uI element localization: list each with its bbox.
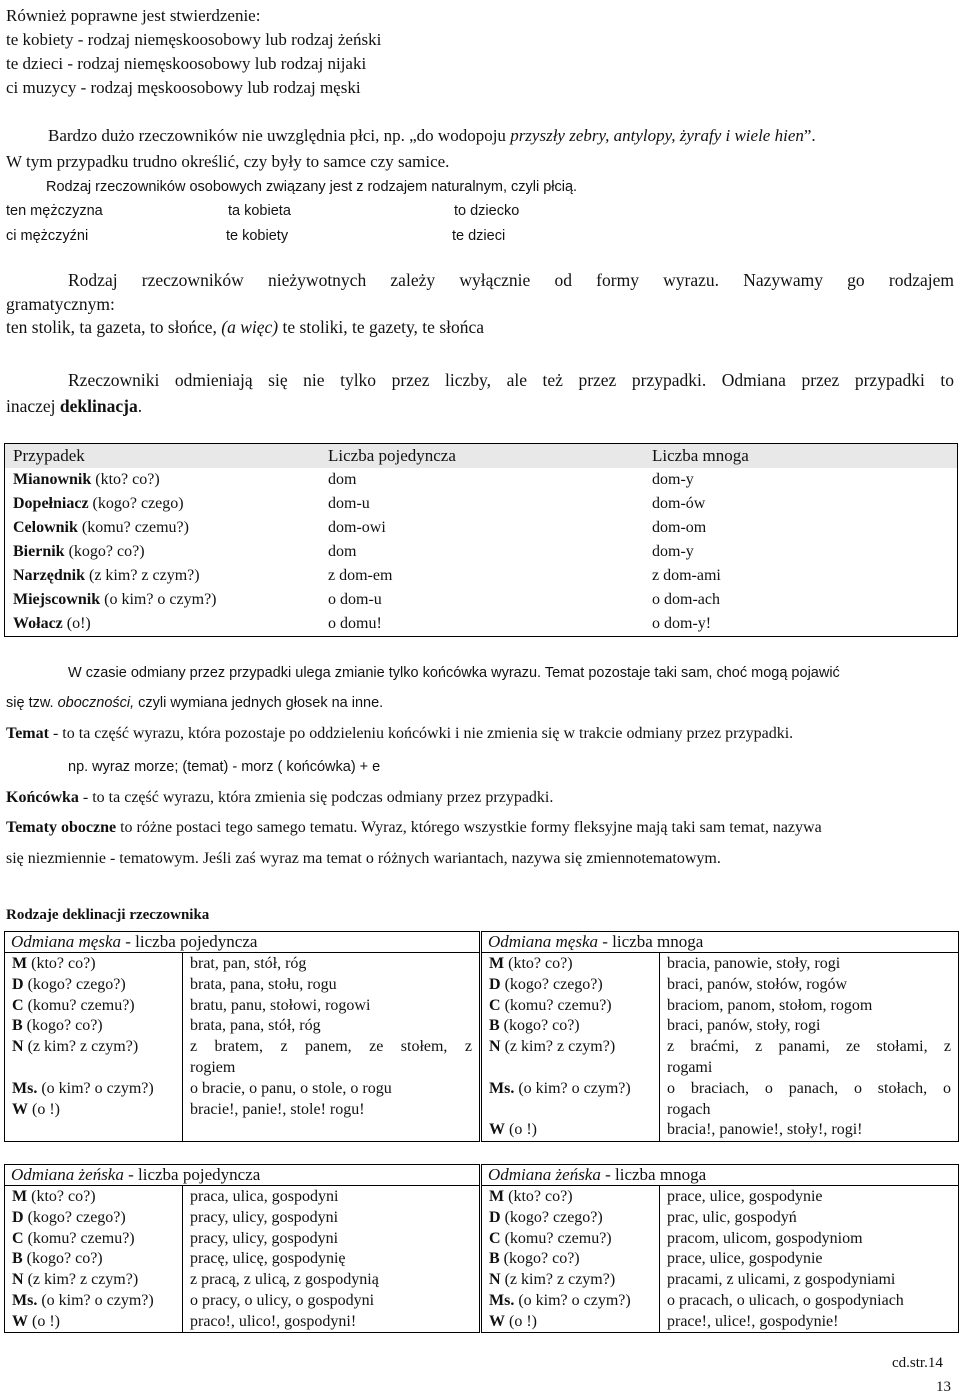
case-name-cell <box>5 516 321 540</box>
case-name-cell <box>5 612 321 637</box>
term-koncowka: Końcówka <box>6 789 79 806</box>
decl-case <box>489 1312 652 1332</box>
decl-case <box>12 1312 175 1332</box>
para2-line: Rodzaj rzeczowników osobowych związany jest z rodzajem naturalnym, czyli płcią. <box>46 179 578 195</box>
decl-form: rogach <box>667 1100 711 1118</box>
para3-line-3 <box>6 315 484 339</box>
decl-case-column <box>5 953 183 1141</box>
decl-case-question: (kogo? co?) <box>22 1017 103 1035</box>
decl-number: - liczba mnoga <box>600 1165 707 1184</box>
decl-case-abbr: B <box>12 1250 23 1268</box>
decl-form: praco!, ulico!, gospodyni! <box>190 1312 357 1330</box>
decl-case <box>489 1249 652 1269</box>
decl-form: braci, panów, stoły, rogi <box>667 1017 821 1035</box>
case-question: (kto? co?) <box>91 471 160 488</box>
decl-case-question: (kogo? czego?) <box>23 975 126 993</box>
para3-text-b: te stoliki, te gazety, te słońca <box>278 317 485 337</box>
para6-text: - to ta część wyrazu, która pozostaje po oddzieleniu końcówki i nie zmienia się w trakcie odmiany przez przypadki. <box>48 725 794 742</box>
decl-case-abbr: B <box>489 1250 500 1268</box>
decl-case-question: (o kim? o czym?) <box>514 1292 631 1309</box>
decl-case-abbr: W <box>12 1312 28 1330</box>
declension-title: Rodzaje deklinacji rzeczownika <box>6 907 210 923</box>
decl-case <box>489 1187 652 1207</box>
decl-case <box>12 975 175 995</box>
decl-case-column <box>5 1186 183 1332</box>
case-row <box>5 468 958 492</box>
decl-case-question: (o !) <box>505 1121 537 1139</box>
plural-form: dom-ów <box>652 495 706 512</box>
decl-case-abbr: M <box>12 955 28 972</box>
intro-line-2: te kobiety - rodzaj niemęskoosobowy lub rodzaj żeński <box>6 30 382 49</box>
decl-box-title <box>5 1165 479 1186</box>
decl-case-abbr: C <box>12 996 24 1014</box>
decl-case-question: (o !) <box>28 1100 60 1118</box>
decl-form-column <box>183 953 479 1141</box>
para5-line-1: W czasie odmiany przez przypadki ulega zmianie tylko końcówka wyrazu. Temat pozostaje taki sam, choć mogą pojawić <box>68 665 840 681</box>
decl-box-f-sg <box>4 1164 480 1333</box>
cases-table <box>4 443 958 637</box>
decl-form: brata, pana, stołu, rogu <box>190 975 337 993</box>
decl-case-question: (o kim? o czym?) <box>514 1079 631 1097</box>
decl-case-question: (o !) <box>505 1312 537 1330</box>
singular-form: dom <box>328 543 357 560</box>
decl-case <box>489 954 652 974</box>
decl-number: - liczba mnoga <box>598 932 704 951</box>
decl-case-question: (kogo? co?) <box>499 1250 580 1268</box>
singular-form: dom-owi <box>328 519 386 536</box>
decl-case-abbr: N <box>12 1271 24 1289</box>
decl-case <box>489 1291 652 1311</box>
para3-line-1: Rodzaj rzeczowników nieżywotnych zależy wyłącznie od formy wyrazu. Nazywamy go rodzajem <box>68 270 954 290</box>
decl-gender: Odmiana żeńska <box>488 1165 601 1184</box>
term-obocznosci: oboczności, <box>57 695 135 711</box>
decl-case-abbr: C <box>489 1229 501 1247</box>
case-name: Wołacz <box>13 615 63 632</box>
decl-case <box>12 954 175 974</box>
footer-ref: cd.str.14 <box>892 1355 943 1371</box>
case-row <box>5 540 958 564</box>
para8-line-2: się niezmiennie - tematowym. Jeśli zaś wyraz ma temat o różnych wariantach, nazywa się zmiennotematowym. <box>6 850 721 867</box>
page-number: 13 <box>936 1379 951 1395</box>
decl-box-m-pl <box>481 931 959 1142</box>
example-n-sg: to dziecko <box>454 203 520 219</box>
para8-text-1: to różne postaci tego samego tematu. Wyraz, którego wszystkie formy fleksyjne mają taki sam temat, nazywa <box>116 819 822 836</box>
decl-case-abbr: M <box>489 1188 505 1205</box>
decl-case-abbr: D <box>12 975 24 993</box>
case-row <box>5 612 958 637</box>
case-question: (kogo? czego) <box>88 495 184 512</box>
decl-box-title <box>482 1165 958 1186</box>
decl-form: prace!, ulice!, gospodynie! <box>667 1312 839 1330</box>
decl-form: o braciach, o panach, o stołach, o <box>667 1079 951 1097</box>
example-m-sg: ten mężczyzna <box>6 203 103 219</box>
decl-case-question: (kto? co?) <box>504 955 573 972</box>
decl-box-title <box>5 932 479 953</box>
case-row <box>5 588 958 612</box>
para6-line <box>6 723 793 745</box>
decl-case <box>489 1016 652 1036</box>
decl-case-question: (z kim? z czym?) <box>23 1038 139 1056</box>
decl-form-column <box>660 953 958 1141</box>
plural-form: o dom-ach <box>652 591 720 608</box>
example-f-pl: te kobiety <box>226 228 289 244</box>
header-singular: Liczba pojedyncza <box>320 444 644 469</box>
decl-case-question: (o kim? o czym?) <box>37 1079 154 1097</box>
decl-case <box>12 1208 175 1228</box>
case-name-cell <box>5 564 321 588</box>
para5-text-b: czyli wymiana jednych głosek na inne. <box>134 695 384 711</box>
decl-form: pracy, ulicy, gospodyni <box>190 1208 339 1226</box>
decl-form: pracom, ulicom, gospodyniom <box>667 1229 863 1247</box>
decl-case-question: (o !) <box>28 1312 60 1330</box>
case-name: Mianownik <box>13 471 92 488</box>
case-name-cell <box>5 492 321 516</box>
case-name: Dopełniacz <box>13 495 89 512</box>
term-temat: Temat <box>6 725 49 742</box>
para4-line-1: Rzeczowniki odmieniają się nie tylko przez liczby, ale też przez przypadki. Odmiana przez przypadki to <box>68 370 954 390</box>
decl-case <box>12 1270 175 1290</box>
plural-form: dom-y <box>652 471 694 488</box>
case-question: (z kim? z czym?) <box>85 567 200 584</box>
decl-case-abbr: D <box>12 1208 24 1226</box>
example-n-pl: te dzieci <box>452 228 506 244</box>
decl-case-question: (kto? co?) <box>504 1188 573 1205</box>
para1-italic: przyszły zebry, antylopy, żyrafy i wiele hien <box>510 126 804 145</box>
decl-form-column <box>183 1186 479 1332</box>
decl-case-question: (komu? czemu?) <box>500 996 612 1014</box>
decl-form: z braćmi, z panami, ze stołami, z <box>667 1038 951 1056</box>
singular-form: z dom-em <box>328 567 393 584</box>
plural-form: z dom-ami <box>652 567 721 584</box>
decl-case-question: (kogo? czego?) <box>500 975 603 993</box>
decl-case-abbr: C <box>489 996 501 1014</box>
decl-case <box>489 1208 652 1228</box>
case-row <box>5 492 958 516</box>
decl-gender: Odmiana męska <box>11 932 122 951</box>
decl-case <box>489 1229 652 1249</box>
decl-case <box>489 1270 652 1290</box>
decl-form: o pracach, o ulicach, o gospodyniach <box>667 1292 904 1309</box>
case-question: (o!) <box>62 615 91 632</box>
decl-case-question: (kto? co?) <box>27 1188 96 1205</box>
decl-case-question: (kto? co?) <box>27 955 96 972</box>
case-question: (komu? czemu?) <box>77 519 189 536</box>
case-name-cell <box>5 540 321 564</box>
header-plural: Liczba mnoga <box>644 444 958 469</box>
decl-form: z bratem, z panem, ze stołem, z <box>190 1038 472 1056</box>
decl-case-abbr: Ms. <box>489 1079 515 1097</box>
para7-text: - to ta część wyrazu, która zmienia się podczas odmiany przez przypadki. <box>78 789 554 806</box>
para4-line-2 <box>6 394 142 418</box>
decl-form: pracami, z ulicami, z gospodyniami <box>667 1271 896 1289</box>
para1-line-1 <box>48 124 816 148</box>
singular-form: o dom-u <box>328 591 382 608</box>
decl-case-abbr: N <box>489 1271 501 1289</box>
decl-case-column <box>482 1186 660 1332</box>
decl-case <box>489 1079 652 1099</box>
decl-box-f-pl <box>481 1164 959 1333</box>
decl-form: o bracie, o panu, o stole, o rogu <box>190 1079 392 1097</box>
case-question: (o kim? o czym?) <box>100 591 217 608</box>
decl-case-abbr: N <box>489 1038 501 1056</box>
decl-case-question: (z kim? z czym?) <box>500 1271 616 1289</box>
decl-form: prace, ulice, gospodynie <box>667 1188 823 1205</box>
decl-form: rogiem <box>190 1059 236 1076</box>
term-deklinacja: deklinacja <box>59 396 138 416</box>
para3-italic: (a więc) <box>221 317 279 337</box>
decl-case-abbr: M <box>489 955 505 972</box>
decl-case <box>489 1120 652 1140</box>
decl-case <box>12 1079 175 1099</box>
case-name: Biernik <box>13 543 65 560</box>
decl-form: prac, ulic, gospodyń <box>667 1208 797 1226</box>
para1-text: Bardzo dużo rzeczowników nie uwzględnia płci, np. <box>48 126 405 145</box>
para5-line-2 <box>6 692 383 714</box>
decl-case <box>12 996 175 1016</box>
para5-text-a: się tzw. <box>6 695 58 711</box>
para3-text-a: ten stolik, ta gazeta, to słońce, <box>6 317 222 337</box>
para3-line-2: gramatycznym: <box>6 294 115 314</box>
decl-number: - liczba pojedyncza <box>121 932 258 951</box>
case-name-cell <box>5 588 321 612</box>
decl-case-question: (kogo? co?) <box>499 1017 580 1035</box>
decl-form: bracia, panowie, stoły, rogi <box>667 955 841 972</box>
decl-case <box>489 975 652 995</box>
decl-form-column <box>660 1186 958 1332</box>
decl-case <box>489 996 652 1016</box>
decl-case-abbr: M <box>12 1188 28 1205</box>
decl-form: pracę, ulicę, gospodynię <box>190 1250 346 1268</box>
decl-case-question: (komu? czemu?) <box>500 1229 612 1247</box>
decl-case <box>12 1291 175 1311</box>
singular-form: dom <box>328 471 357 488</box>
decl-gender: Odmiana męska <box>488 932 599 951</box>
decl-case-question: (z kim? z czym?) <box>23 1271 139 1289</box>
para6-example: np. wyraz morze; (temat) - morz ( końcówka) + e <box>68 759 381 775</box>
case-question: (kogo? co?) <box>64 543 145 560</box>
cases-table-header <box>5 444 958 469</box>
decl-case <box>12 1037 175 1057</box>
term-tematy-oboczne: Tematy oboczne <box>6 819 117 836</box>
intro-line-4: ci muzycy - rodzaj męskoosobowy lub rodzaj męski <box>6 78 361 97</box>
decl-case-abbr: N <box>12 1038 24 1056</box>
decl-case-abbr: B <box>489 1017 500 1035</box>
decl-case-abbr: W <box>489 1121 505 1139</box>
decl-case-column <box>482 953 660 1141</box>
para1-quote-open: „do wodopoju <box>404 126 511 145</box>
para4-period: . <box>137 396 143 416</box>
para1-quote-close: ”. <box>803 126 816 145</box>
decl-form: brata, pana, stół, róg <box>190 1017 321 1035</box>
decl-case-question: (z kim? z czym?) <box>500 1038 616 1056</box>
case-row <box>5 564 958 588</box>
plural-form: dom-om <box>652 519 707 536</box>
decl-case-question: (komu? czemu?) <box>23 1229 135 1247</box>
decl-form: bracie!, panie!, stole! rogu! <box>190 1100 365 1118</box>
decl-form: rogami <box>667 1059 713 1076</box>
decl-case-abbr: Ms. <box>12 1079 38 1097</box>
case-name: Miejscownik <box>13 591 101 608</box>
plural-form: dom-y <box>652 543 694 560</box>
case-row <box>5 516 958 540</box>
example-m-pl: ci mężczyźni <box>6 228 89 244</box>
para8-line-1 <box>6 817 822 839</box>
singular-form: dom-u <box>328 495 370 512</box>
header-case: Przypadek <box>5 444 321 469</box>
decl-box-m-sg <box>4 931 480 1142</box>
decl-case-abbr: W <box>489 1312 505 1330</box>
decl-form: praca, ulica, gospodyni <box>190 1188 339 1205</box>
decl-case-abbr: Ms. <box>489 1292 515 1309</box>
decl-case-question: (kogo? czego?) <box>500 1208 603 1226</box>
case-name-cell <box>5 468 321 492</box>
decl-case-abbr: C <box>12 1229 24 1247</box>
decl-form: braci, panów, stołów, rogów <box>667 975 848 993</box>
decl-case-question: (kogo? czego?) <box>23 1208 126 1226</box>
decl-number: - liczba pojedyncza <box>123 1165 261 1184</box>
para1-line-2: W tym przypadku trudno określić, czy były to samce czy samice. <box>6 152 450 171</box>
decl-form: bratu, panu, stołowi, rogowi <box>190 996 371 1014</box>
decl-case-abbr: D <box>489 975 501 993</box>
decl-gender: Odmiana żeńska <box>11 1165 124 1184</box>
decl-case-question: (o kim? o czym?) <box>37 1292 154 1309</box>
decl-case-question: (kogo? co?) <box>22 1250 103 1268</box>
decl-form: brat, pan, stół, róg <box>190 955 307 972</box>
decl-case <box>489 1037 652 1057</box>
example-f-sg: ta kobieta <box>228 203 291 219</box>
decl-form: prace, ulice, gospodynie <box>667 1250 823 1268</box>
decl-case-question: (komu? czemu?) <box>23 996 135 1014</box>
decl-case <box>12 1016 175 1036</box>
decl-form: bracia!, panowie!, stoły!, rogi! <box>667 1121 863 1139</box>
intro-line-1: Również poprawne jest stwierdzenie: <box>6 6 261 25</box>
decl-case <box>12 1229 175 1249</box>
decl-form: pracy, ulicy, gospodyni <box>190 1229 339 1247</box>
decl-case-abbr: B <box>12 1017 23 1035</box>
case-name: Narzędnik <box>13 567 85 584</box>
singular-form: o domu! <box>328 615 382 632</box>
decl-case <box>12 1187 175 1207</box>
plural-form: o dom-y! <box>652 615 712 632</box>
decl-case-abbr: D <box>489 1208 501 1226</box>
decl-form: o pracy, o ulicy, o gospodyni <box>190 1292 375 1309</box>
decl-box-title <box>482 932 958 953</box>
decl-form: z pracą, z ulicą, z gospodynią <box>190 1271 379 1289</box>
case-name: Celownik <box>13 519 78 536</box>
decl-form: braciom, panom, stołom, rogom <box>667 996 873 1014</box>
decl-case <box>12 1100 175 1120</box>
decl-case-abbr: W <box>12 1100 28 1118</box>
decl-case <box>12 1249 175 1269</box>
para7-line <box>6 787 553 809</box>
decl-case-abbr: Ms. <box>12 1292 38 1309</box>
para4-text: inaczej <box>6 396 60 416</box>
intro-line-3: te dzieci - rodzaj niemęskoosobowy lub rodzaj nijaki <box>6 54 367 73</box>
